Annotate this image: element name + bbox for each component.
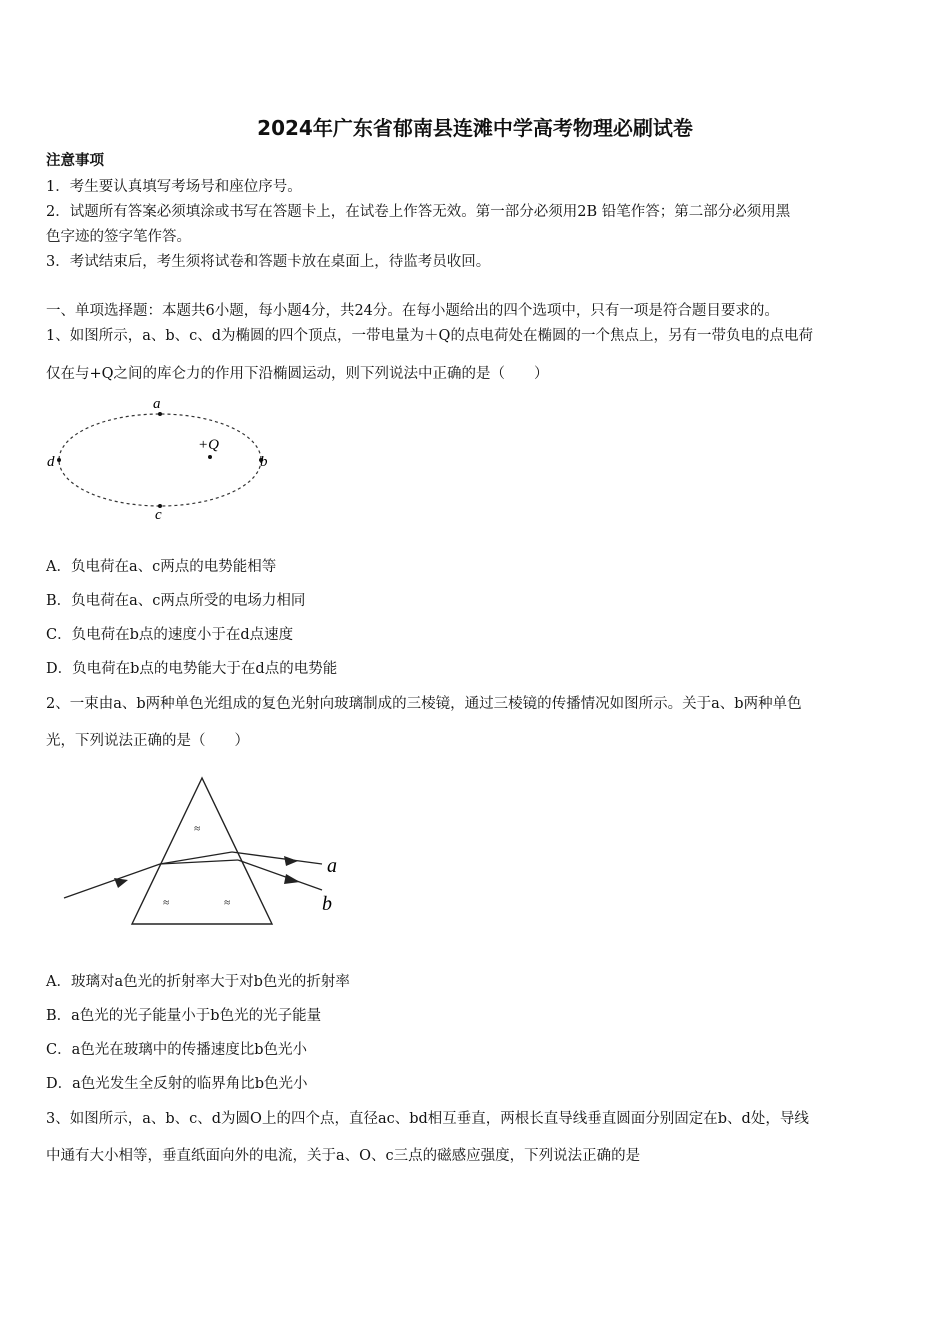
prism xyxy=(132,778,272,924)
q1-stem-line2: 仅在与+Q之间的库仑力的作用下沿椭圆运动，则下列说法中正确的是（ ） xyxy=(46,366,549,382)
q3-stem-line1: 3、如图所示，a、b、c、d为圆O上的四个点，直径ac、bd相互垂直，两根长直导线垂直圆面分别固定在b、d处，导线 xyxy=(46,1111,809,1127)
q1-option-d: D．负电荷在b点的电势能大于在d点的电势能 xyxy=(46,661,338,677)
ellipse-orbit xyxy=(59,414,261,506)
hatch-mark: ≈ xyxy=(224,897,231,909)
q2-stem-line2: 光，下列说法正确的是（ ） xyxy=(46,733,249,749)
q2-option-d: D．a色光发生全反射的临界角比b色光小 xyxy=(46,1076,308,1092)
ray-a-arrow xyxy=(284,856,298,866)
charge-q-point xyxy=(208,455,212,459)
notice-heading: 注意事项 xyxy=(46,152,104,169)
q1-stem-line1: 1、如图所示，a、b、c、d为椭圆的四个顶点，一带电量为＋Q的点电荷处在椭圆的一个焦点上，另有一带负电的点电荷 xyxy=(46,328,813,344)
notice-item: 2．试题所有答案必须填涂或书写在答题卡上，在试卷上作答无效。第一部分必须用2B 铅笔作答；第二部分必须用黑 xyxy=(46,204,791,220)
point-d xyxy=(57,458,61,462)
q2-prism-figure xyxy=(60,772,360,932)
q2-option-b: B．a色光的光子能量小于b色光的光子能量 xyxy=(46,1008,322,1024)
notice-item: 1．考生要认真填写考场号和座位序号。 xyxy=(46,179,302,195)
hatch-mark: ≈ xyxy=(163,897,170,909)
q3-stem-line2: 中通有大小相等，垂直纸面向外的电流，关于a、O、c三点的磁感应强度，下列说法正确的是 xyxy=(46,1148,641,1164)
point-a xyxy=(158,412,162,416)
ray-b-arrow xyxy=(284,874,300,884)
ray-b xyxy=(238,860,322,890)
hatch-mark: ≈ xyxy=(194,823,201,835)
q1-ellipse-figure xyxy=(40,392,280,524)
label-c: c xyxy=(155,507,162,523)
q2-option-a: A．玻璃对a色光的折射率大于对b色光的折射率 xyxy=(46,974,350,990)
label-ray-a: a xyxy=(327,855,337,877)
q1-option-c: C．负电荷在b点的速度小于在d点速度 xyxy=(46,627,294,643)
label-a: a xyxy=(153,396,161,412)
label-b: b xyxy=(260,454,268,470)
page-title: 2024年广东省郁南县连滩中学高考物理必刷试卷 xyxy=(257,116,693,140)
q1-option-b: B．负电荷在a、c两点所受的电场力相同 xyxy=(46,593,306,609)
label-plus-q: +Q xyxy=(198,437,219,453)
q2-option-c: C．a色光在玻璃中的传播速度比b色光小 xyxy=(46,1042,308,1058)
q1-option-a: A．负电荷在a、c两点的电势能相等 xyxy=(46,559,277,575)
notice-item: 色字迹的签字笔作答。 xyxy=(46,229,191,245)
notice-item: 3．考试结束后，考生须将试卷和答题卡放在桌面上，待监考员收回。 xyxy=(46,254,491,270)
q2-stem-line1: 2、一束由a、b两种单色光组成的复色光射向玻璃制成的三棱镜，通过三棱镜的传播情况如图所示。关于a、b两种单色 xyxy=(46,696,802,712)
section-header: 一、单项选择题：本题共6小题，每小题4分，共24分。在每小题给出的四个选项中，只有一项是符合题目要求的。 xyxy=(46,303,779,319)
incident-arrow xyxy=(114,878,128,888)
incident-ray xyxy=(64,864,160,898)
label-ray-b: b xyxy=(322,893,332,915)
label-d: d xyxy=(47,454,55,470)
